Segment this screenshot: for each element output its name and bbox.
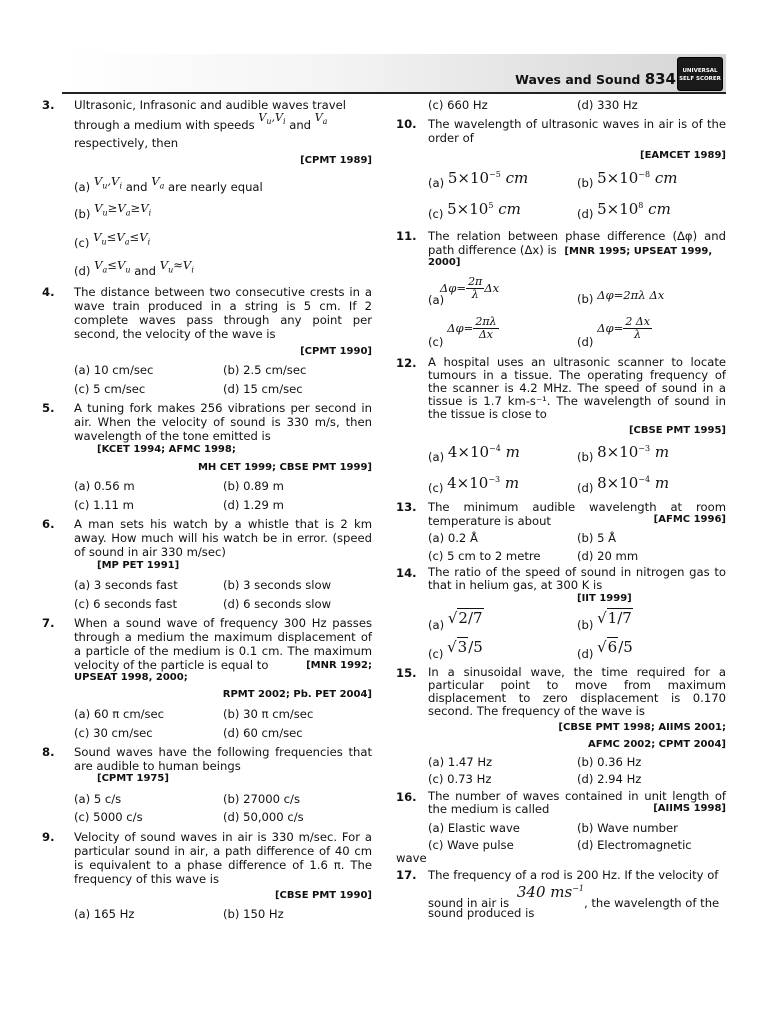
question-number: 14.: [396, 566, 417, 580]
option-c[interactable]: (c) √3/5: [428, 638, 483, 661]
question-number: 11.: [396, 229, 417, 243]
option-a[interactable]: (a) 60 π cm/sec: [74, 707, 165, 721]
option-d[interactable]: (d) 1.29 m: [223, 498, 284, 512]
question-number: 5.: [42, 401, 55, 415]
page-number: 834: [644, 70, 676, 88]
header-rule: [62, 92, 726, 94]
option-a[interactable]: (a) Elastic wave: [428, 821, 520, 835]
option-d[interactable]: (d) 15 cm/sec: [223, 382, 303, 396]
question-3-text-cont: respectively, then: [74, 136, 179, 150]
option-b[interactable]: (b) 27000 c/s: [223, 792, 300, 806]
option-b[interactable]: (b) 3 seconds slow: [223, 578, 332, 592]
question-17-text: The frequency of a rod is 200 Hz. If the velocity of: [428, 868, 719, 882]
question-source: [CBSE PMT 1998; AIIMS 2001;: [558, 722, 726, 733]
option-b[interactable]: (b) Δφ=2πλ Δx: [577, 288, 665, 306]
question-12-text: A hospital uses an ultrasonic scanner to locate tumours in a tissue. The operating frequency of the scanner is 4.2 MHz. The speed of sound in a tissue is 1.7 km-s⁻¹. The wavelength of sound in the tissue is close to: [428, 355, 726, 421]
option-a[interactable]: (a) 5 c/s: [74, 792, 122, 806]
option-b[interactable]: (b) 2.5 cm/sec: [223, 363, 307, 377]
question-source: [IIT 1999]: [577, 593, 632, 604]
option-c[interactable]: (c) 0.73 Hz: [428, 772, 492, 786]
option-c[interactable]: (c) 30 cm/sec: [74, 726, 153, 740]
question-9-text: Velocity of sound waves in air is 330 m/sec. For a particular sound in air, a path difference of 40 cm is equivalent to a phase difference of 1.6 π. The frequency of this wave is: [74, 830, 372, 887]
question-source: AFMC 2002; CPMT 2004]: [588, 739, 726, 750]
question-10-text: The wavelength of ultrasonic waves in air is of the order of: [428, 117, 726, 146]
question-number: 7.: [42, 616, 55, 630]
question-source: [AIIMS 1998]: [653, 803, 726, 814]
option-a[interactable]: (a) $V_u,V_i$ and $V_a$ are nearly equal: [74, 174, 263, 194]
question-17-text-end: sound produced is: [428, 906, 535, 920]
option-d[interactable]: (d) Δφ= $\frac{2 \Delta x}{\lambda}$: [577, 315, 650, 349]
question-source: [CBSE PMT 1990]: [274, 890, 372, 901]
question-7-text: When a sound wave of frequency 300 Hz passes through a medium the maximum displacement of a particle of the medium is 0.1 cm. The maximum velocity of the particle is equal to [MNR 1992;: [74, 616, 372, 673]
question-13-text: The minimum audible wavelength at room temperature is about: [428, 500, 726, 529]
option-d[interactable]: (d) 2.94 Hz: [577, 772, 642, 786]
option-a[interactable]: (a) √2/7: [428, 609, 483, 632]
question-4-text: The distance between two consecutive crests in a wave train produced in a string is 5 cm. If 2 complete waves pass through any point per second, the velocity of the wave is: [74, 285, 372, 342]
question-source: UPSEAT 1998, 2000;: [74, 672, 188, 683]
question-11-text: The relation between phase difference (Δφ) and path difference (Δx) is [MNR 1995; UPSEAT 1999,: [428, 229, 726, 258]
option-b[interactable]: (b) 0.89 m: [223, 479, 284, 493]
option-c[interactable]: (c) 5 cm to 2 metre: [428, 549, 541, 563]
question-3-text: Ultrasonic, Infrasonic and audible waves travel through a medium with speeds $V_u,V_i$ and $V_a$: [74, 98, 346, 133]
option-c[interactable]: (c) Δφ= $\frac{2\pi\lambda}{\Delta x}$: [428, 315, 497, 349]
question-number: 13.: [396, 500, 417, 514]
question-source: [MP PET 1991]: [97, 560, 180, 571]
question-source: [KCET 1994; AFMC 1998;: [97, 444, 236, 455]
option-d[interactable]: (d) Electromagnetic: [577, 838, 692, 852]
question-source: [CBSE PMT 1995]: [628, 425, 726, 436]
question-15-text: In a sinusoidal wave, the time required for a particular point to move from maximum displacement to zero displacement is 0.170 second. The frequency of the wave is: [428, 665, 726, 718]
option-b[interactable]: (b) 150 Hz: [223, 907, 284, 921]
option-b[interactable]: (b) 30 π cm/sec: [223, 707, 314, 721]
option-a[interactable]: (a) 3 seconds fast: [74, 578, 178, 592]
option-d[interactable]: (d) 330 Hz: [577, 98, 638, 112]
option-d[interactable]: (d) 60 cm/sec: [223, 726, 303, 740]
option-d[interactable]: (d) $8\times 10^{-4}$ m: [577, 474, 670, 495]
question-number: 3.: [42, 98, 55, 112]
question-number: 4.: [42, 285, 55, 299]
question-5-text: A tuning fork makes 256 vibrations per second in air. When the velocity of sound is 330 m/s, then wavelength of the tone emitted is: [74, 401, 372, 444]
question-number: 17.: [396, 868, 417, 882]
option-c[interactable]: (c) $V_u\le V_a\le V_i$: [74, 230, 151, 250]
page-title: Waves and Sound 834: [515, 70, 676, 88]
option-a[interactable]: (a) 0.2 Å: [428, 531, 478, 545]
option-c[interactable]: (c) 660 Hz: [428, 98, 488, 112]
option-a[interactable]: (a) Δφ= $\frac{2\pi}{\lambda}$ Δx: [428, 275, 500, 307]
option-c[interactable]: (c) $5\times 10^5$ cm: [428, 200, 521, 221]
option-a[interactable]: (a) 10 cm/sec: [74, 363, 154, 377]
option-b[interactable]: (b) √1/7: [577, 609, 632, 632]
question-number: 8.: [42, 745, 55, 759]
question-number: 15.: [396, 666, 417, 680]
option-d[interactable]: (d) √6/5: [577, 638, 633, 661]
question-source: [CPMT 1990]: [300, 346, 372, 357]
option-b[interactable]: (b) $5\times 10^{-8}$ cm: [577, 169, 678, 190]
question-source: [CPMT 1975]: [97, 773, 169, 784]
option-c[interactable]: (c) 5000 c/s: [74, 810, 143, 824]
question-number: 9.: [42, 830, 55, 844]
option-d[interactable]: (d) 20 mm: [577, 549, 639, 563]
option-b[interactable]: (b) $V_u\ge V_a\ge V_i$: [74, 201, 152, 221]
option-b[interactable]: (b) Wave number: [577, 821, 678, 835]
option-d[interactable]: (d) 6 seconds slow: [223, 597, 332, 611]
question-6-text: A man sets his watch by a whistle that is 2 km away. How much will his watch be in error. (speed of sound in air 330 m/sec): [74, 517, 372, 560]
option-c[interactable]: (c) 1.11 m: [74, 498, 134, 512]
universal-self-scorer-logo: UNIVERSAL SELF SCORER: [677, 57, 723, 91]
option-a[interactable]: (a) 1.47 Hz: [428, 755, 493, 769]
option-a[interactable]: (a) $4\times 10^{-4}$ m: [428, 443, 520, 464]
question-number: 6.: [42, 517, 55, 531]
option-b[interactable]: (b) 0.36 Hz: [577, 755, 642, 769]
question-source: 2000]: [428, 257, 461, 268]
question-number: 16.: [396, 790, 417, 804]
option-b[interactable]: (b) 5 Å: [577, 531, 617, 545]
option-c[interactable]: (c) Wave pulse: [428, 838, 514, 852]
question-17-text-cont: sound in air is 340 $ms^{-1}$, the wavelength of the: [428, 883, 720, 910]
option-c[interactable]: (c) $4\times 10^{-3}$ m: [428, 474, 520, 495]
question-source: RPMT 2002; Pb. PET 2004]: [222, 689, 372, 700]
option-a[interactable]: (a) $5\times 10^{-5}$ cm: [428, 169, 529, 190]
question-source: [AFMC 1996]: [653, 514, 726, 525]
option-a[interactable]: (a) 165 Hz: [74, 907, 135, 921]
question-source: [EAMCET 1989]: [640, 150, 726, 161]
question-number: 12.: [396, 356, 417, 370]
option-b[interactable]: (b) $8\times 10^{-3}$ m: [577, 443, 670, 464]
option-c[interactable]: (c) 6 seconds fast: [74, 597, 178, 611]
question-14-text: The ratio of the speed of sound in nitrogen gas to that in helium gas, at 300 K is: [428, 565, 726, 592]
option-d[interactable]: (d) $V_a\le V_u$ and $V_u\approx V_i$: [74, 258, 194, 278]
question-source: [CPMT 1989]: [300, 155, 372, 166]
question-source: MH CET 1999; CBSE PMT 1999]: [197, 462, 372, 473]
option-a[interactable]: (a) 0.56 m: [74, 479, 135, 493]
option-d[interactable]: (d) 50,000 c/s: [223, 810, 304, 824]
question-number: 10.: [396, 117, 417, 131]
option-d-wrap: wave: [396, 851, 427, 865]
option-c[interactable]: (c) 5 cm/sec: [74, 382, 146, 396]
question-8-text: Sound waves have the following frequencies that are audible to human beings: [74, 745, 372, 774]
question-16-text: The number of waves contained in unit length of the medium is called: [428, 789, 726, 816]
option-d[interactable]: (d) $5\times 10^8$ cm: [577, 200, 671, 221]
